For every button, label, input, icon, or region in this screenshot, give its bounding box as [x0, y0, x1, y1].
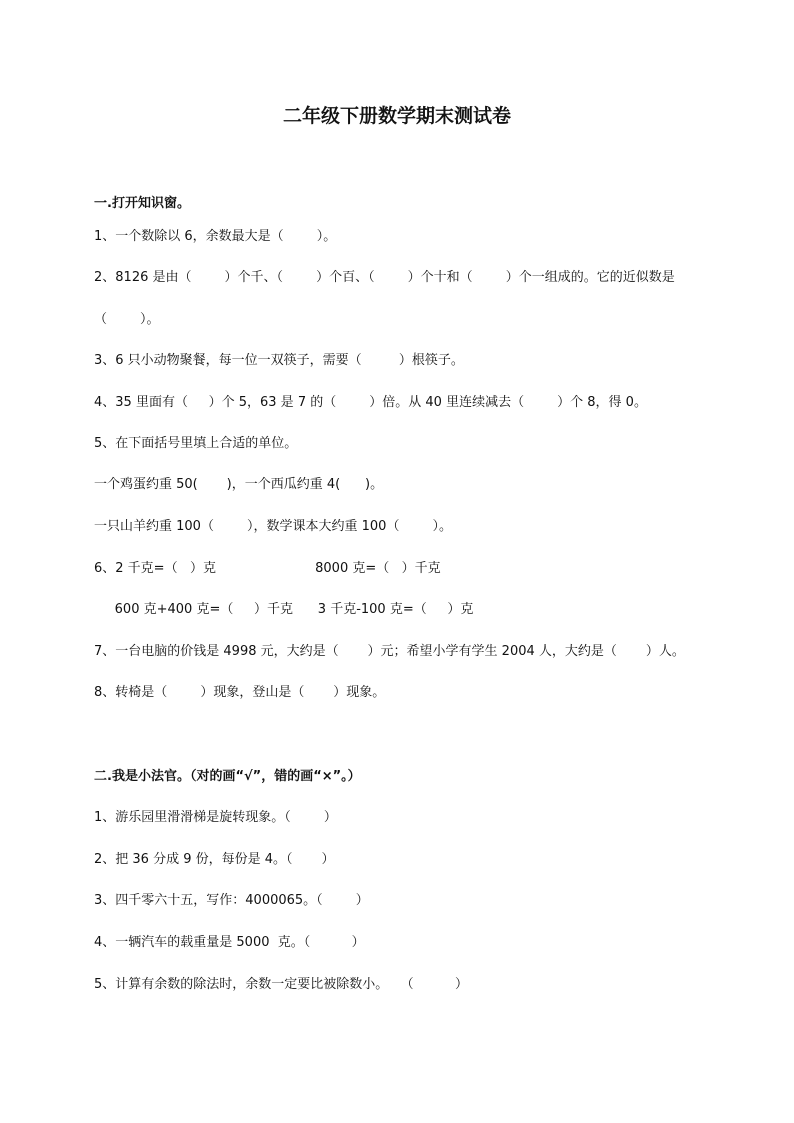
- question-line: 600 克+400 克=（ ）千克 3 千克-100 克=（ ）克: [94, 602, 474, 617]
- question-line: 1、一个数除以 6，余数最大是（ ）。: [94, 229, 337, 244]
- question-line: 7、一台电脑的价钱是 4998 元，大约是（ ）元；希望小学有学生 2004 人，大约是（ ）人。: [94, 644, 685, 659]
- question-line: 1、游乐园里滑滑梯是旋转现象。（ ）: [94, 810, 337, 825]
- question-line: 3、6 只小动物聚餐，每一位一双筷子，需要（ ）根筷子。: [94, 353, 464, 368]
- page-title: 二年级下册数学期末测试卷: [282, 105, 511, 127]
- question-line: 6、2 千克=（ ）克 8000 克=（ ）千克: [94, 561, 441, 576]
- question-line: 一个鸡蛋约重 50( )，一个西瓜约重 4( )。: [94, 477, 384, 492]
- question-line: 5、计算有余数的除法时，余数一定要比被除数小。 （ ）: [94, 977, 468, 992]
- question-line: 2、把 36 分成 9 份，每份是 4。（ ）: [94, 852, 335, 867]
- question-line: 4、一辆汽车的载重量是 5000 克。（ ）: [94, 935, 365, 950]
- question-line: 2、8126 是由（ ）个千、（ ）个百、（ ）个十和（ ）个一组成的。它的近似数是: [94, 270, 675, 285]
- question-line: 3、四千零六十五，写作：4000065。（ ）: [94, 893, 369, 908]
- question-line: 8、转椅是（ ）现象，登山是（ ）现象。: [94, 685, 386, 700]
- question-line: 5、在下面括号里填上合适的单位。: [94, 436, 298, 451]
- section2-heading: 二.我是小法官。（对的画“√”，错的画“×”。）: [94, 769, 361, 784]
- section1-heading: 一.打开知识窗。: [94, 196, 190, 211]
- question-line: 一只山羊约重 100（ ），数学课本大约重 100（ ）。: [94, 519, 453, 534]
- question-line: 4、35 里面有（ ）个 5，63 是 7 的（ ）倍。从 40 里连续减去（ ）个 8，得 0。: [94, 395, 647, 410]
- question-line: （ ）。: [94, 312, 160, 327]
